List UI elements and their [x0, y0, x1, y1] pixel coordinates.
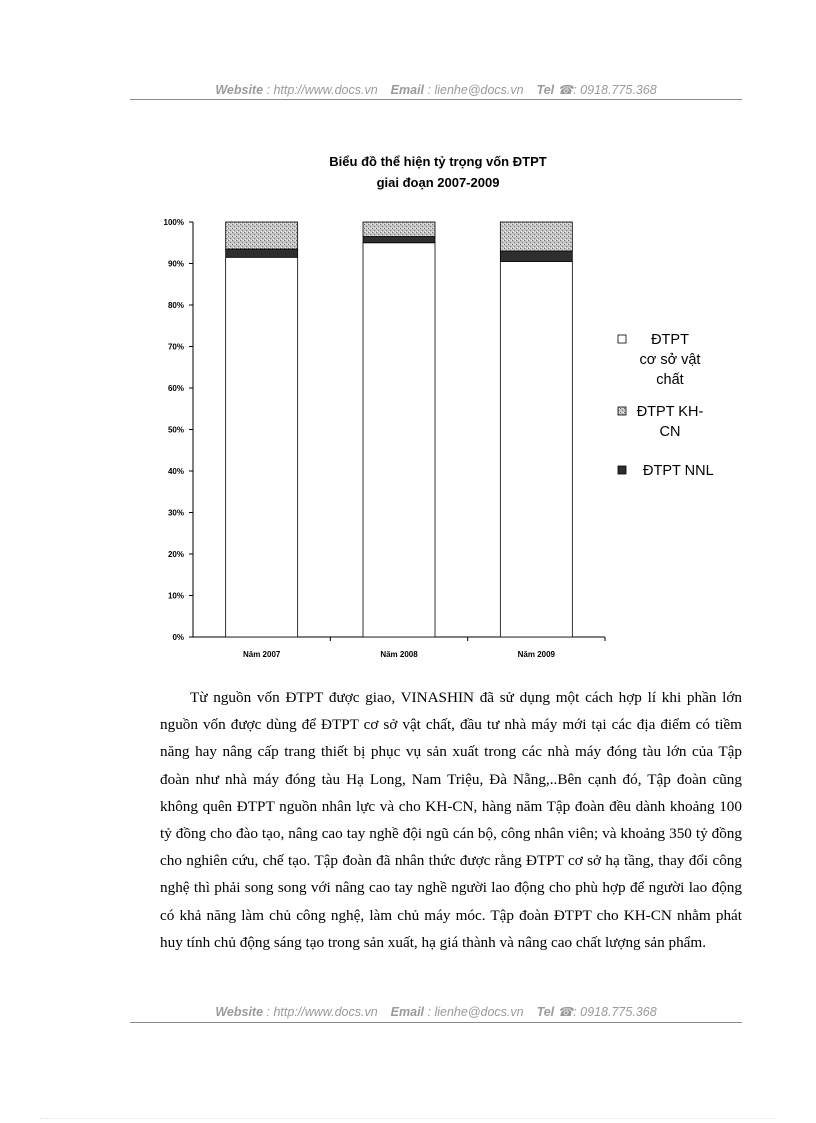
bar-segment — [363, 222, 435, 237]
legend-swatch — [618, 466, 626, 474]
legend-label: ĐTPT KH- — [636, 404, 704, 420]
legend-label: ĐTPT NNL — [643, 463, 714, 479]
footer-email-label: Email — [390, 1005, 425, 1019]
bar-segment — [500, 251, 572, 261]
chart-title: Biểu đồ thể hiện tỷ trọng vốn ĐTPT — [329, 154, 547, 169]
x-tick-label: Năm 2007 — [242, 650, 281, 659]
legend-label: CN — [659, 424, 681, 440]
bar-segment — [363, 243, 435, 637]
y-tick-label: 80% — [167, 301, 184, 310]
bar-segment — [226, 222, 298, 249]
bar-segment — [363, 237, 435, 243]
page-edge-divider — [40, 1118, 776, 1119]
footer-tel-value: : 0918.775.368 — [573, 1005, 657, 1019]
header-email-value[interactable]: : lienhe@docs.vn — [427, 83, 524, 97]
page-footer — [130, 1004, 742, 1019]
y-tick-label: 90% — [167, 259, 184, 269]
footer-rule — [130, 1022, 742, 1023]
footer-website-label: Website — [215, 1005, 264, 1019]
header-website-url[interactable]: : http://www.docs.vn — [266, 83, 378, 97]
y-tick-label: 100% — [163, 218, 184, 227]
y-tick-label: 30% — [167, 508, 184, 518]
legend-label: cơ sở vật — [639, 352, 701, 368]
phone-icon: ☎ — [557, 1005, 574, 1019]
y-tick-label: 10% — [167, 591, 184, 601]
header-tel-label: Tel — [536, 83, 555, 97]
phone-icon: ☎ — [557, 83, 574, 97]
bar-segment — [500, 261, 572, 637]
legend-label: chất — [656, 372, 684, 388]
legend-label: ĐTPT — [651, 332, 689, 348]
footer-website-url[interactable]: : http://www.docs.vn — [266, 1005, 378, 1019]
y-tick-label: 40% — [167, 467, 184, 476]
bar-segment — [226, 257, 298, 637]
bar-segment — [226, 249, 298, 257]
header-website-label: Website — [215, 83, 264, 97]
bar-segment — [500, 222, 572, 251]
chart-subtitle: giai đoạn 2007-2009 — [376, 175, 500, 190]
y-tick-label: 70% — [167, 342, 184, 352]
y-tick-label: 50% — [167, 425, 184, 435]
x-tick-label: Năm 2009 — [517, 650, 556, 659]
legend-swatch — [618, 407, 626, 415]
x-tick-label: Năm 2008 — [380, 650, 418, 659]
body-paragraph: Từ nguồn vốn ĐTPT được giao, VINASHIN đã sử dụng một cách hợp lí khi phần lớn nguồn vốn được dùng để ĐTPT cơ sở vật chất, đầu tư nhà máy mới tại các địa điểm có tiềm năng hay nâng cấp trang thiết bị phục vụ sản xuất trong các nhà máy đóng tàu lớn của Tập đoàn như nhà máy đóng tàu Hạ Long, Nam Triệu, Đà Nẵng,..Bên cạnh đó, Tập đoàn cũng không quên ĐTPT nguồn nhân lực và cho KH-CN, hàng năm Tập đoàn đều dành khoảng 100 tỷ đồng cho đào tạo, nâng cao tay nghề đội ngũ cán bộ, công nhân viên; và khoảng 350 tỷ đồng cho nghiên cứu, chế tạo. Tập đoàn đã nhân thức được rằng ĐTPT cơ sở hạ tầng, thay đổi công nghệ thì phải song song với nâng cao tay nghề người lao động cho phù hợp để người lao động có khả năng làm chủ công nghệ, làm chủ máy móc. Tập đoàn ĐTPT cho KH-CN nhằm phát huy tính chủ động sáng tạo trong sản xuất, hạ giá thành và nâng cao chất lượng sản phẩm. — [160, 689, 742, 951]
y-tick-label: 0% — [172, 633, 184, 642]
y-tick-label: 60% — [167, 384, 184, 393]
footer-email-value[interactable]: : lienhe@docs.vn — [427, 1005, 524, 1019]
header-tel-value: : 0918.775.368 — [573, 83, 657, 97]
legend-swatch — [618, 335, 626, 343]
header-email-label: Email — [390, 83, 425, 97]
body-text — [160, 684, 742, 956]
footer-tel-label: Tel — [536, 1005, 555, 1019]
y-tick-label: 20% — [167, 550, 184, 559]
